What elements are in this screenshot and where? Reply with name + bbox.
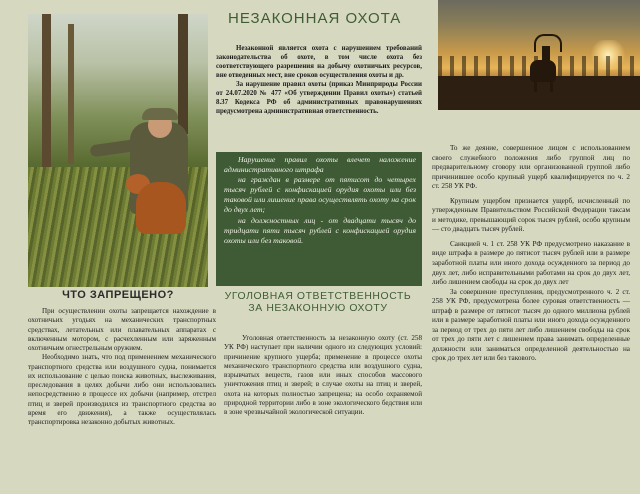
sanctions-paragraph-3: Санкцией ч. 1 ст. 258 УК РФ предусмотрено наказание в виде штрафа в размере до пятисот тысяч рублей или в размере заработной платы или иного дохода осужденного за период до двух лет, либо исправительными работами на срок до двух лет, либо лишением свободы на срок до двух лет <box>432 239 630 287</box>
criminal-text <box>224 334 422 464</box>
page-title: НЕЗАКОННАЯ ОХОТА <box>228 10 402 27</box>
forbidden-paragraph-1: При осуществлении охоты запрещается нахождение в охотничьих угодьях на механических транспортных средствах, летательных или плавательных аппаратах с включенным мотором, с расчехленным или заряженным охотничьим огнестрельным оружием. <box>28 307 216 352</box>
fines-citizens: на граждан в размере от пятисот до четырех тысяч рублей с конфискацией орудия охоты или без таковой или лишение права осуществлять охоту на срок до двух лет; <box>224 175 416 215</box>
sanctions-paragraph-4: За совершение преступления, предусмотренного ч. 2 ст. 258 УК РФ, предусмотрена более суровая ответственность — штраф в размере от пятисот тысяч до одного миллиона рублей или в размере заработной платы или иного дохода осужденного за период от трех до пяти лет либо лишением свободы на срок от трех до пяти лет с лишением права занимать определенные должности или заниматься определенной деятельностью на срок до трех лет или без такового. <box>432 287 630 363</box>
sanctions-paragraph-2: Крупным ущербом признается ущерб, исчисленный по утвержденным Правительством Российской Федерации таксам и методике, превышающий сорок тысяч рублей, особо крупным — сто двадцать тысяч рублей. <box>432 196 630 234</box>
deer-photo <box>438 0 640 110</box>
sanctions-text <box>432 144 630 490</box>
hunter-photo <box>28 14 208 287</box>
intro-paragraph-2: За нарушение правил охоты (приказ Минприроды России от 24.07.2020 № 477 «Об утверждении Правил охоты») статьей 8.37 Кодекса РФ об административных правонарушениях предусмотрена административная ответственность. <box>216 81 422 116</box>
sanctions-paragraph-1: То же деяние, совершенное лицом с использованием своего служебного положения либо группой лиц по предварительному сговору или организованной группой либо причинившее особо крупный ущерб квалифицируется по ч. 2 ст. 258 УК РФ. <box>432 144 630 191</box>
criminal-heading: УГОЛОВНАЯ ОТВЕТСТВЕННОСТЬ ЗА НЕЗАКОННУЮ ОХОТУ <box>224 291 412 314</box>
forbidden-paragraph-2: Необходимо знать, что под применением механического транспортного средства или воздушного судна, понимается их использование с целью поиска животных, выслеживания, преследования в целях добычи либо они использовались непосредственно в процессе их добычи (например, отстрел птиц и зверей производился из транспортного средства во время его движения), а также осуществлялась транспортировка незаконно добытых животных. <box>28 353 216 426</box>
intro-text <box>216 44 422 152</box>
criminal-paragraph-1: Уголовная ответственность за незаконную охоту (ст. 258 УК РФ) наступает при наличии одного из следующих условий: причинение крупного ущерба; применение в процессе охоты механического транспортного средства или воздушного судна, взрывчатых веществ, газов или иных способов массового уничтожения птиц и зверей; в случае охоты на птиц и зверей, охота на которых полностью запрещена; на особо охраняемой природной территории либо в зоне экологического бедствия или в зоне чрезвычайной экологической ситуации. <box>224 334 422 417</box>
forbidden-heading: ЧТО ЗАПРЕЩЕНО? <box>62 289 174 301</box>
fines-officials: на должностных лиц - от двадцати тысяч до тридцати пяти тысяч рублей с конфискацией орудия охоты или без таковой. <box>224 215 416 245</box>
intro-paragraph-1: Незаконной является охота с нарушением требований законодательства об охоте, в том числе охота без соответствующего разрешения на добычу охотничьих ресурсов, вне отведенных мест, вне сроков осуществления охоты и др. <box>216 45 422 80</box>
fines-intro: Нарушение правил охоты влечет наложение административного штрафа <box>224 155 416 175</box>
fines-box <box>216 152 422 286</box>
forbidden-text <box>28 307 216 493</box>
